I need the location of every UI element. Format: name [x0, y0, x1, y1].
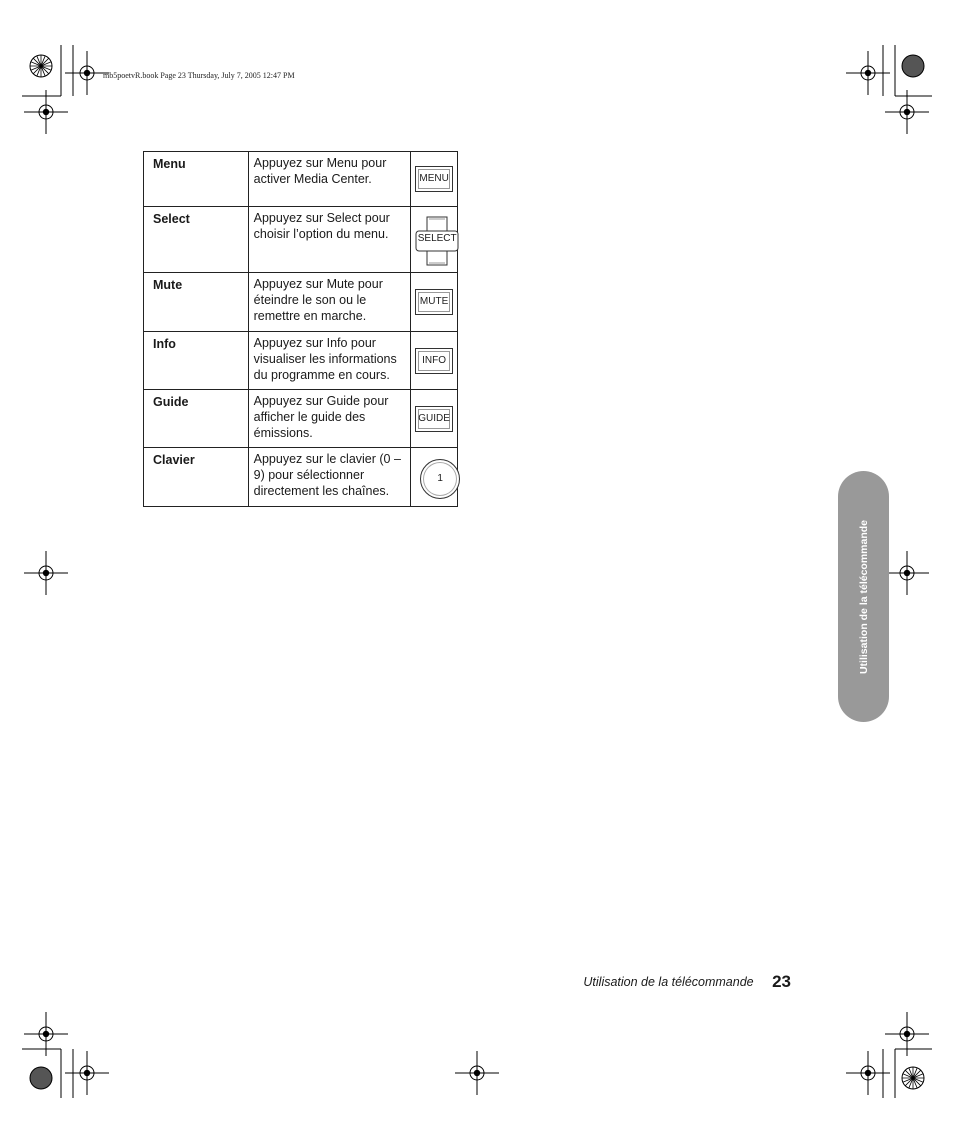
button-illustration-cell — [411, 207, 458, 273]
mute-button-icon: MUTE — [415, 289, 453, 315]
button-description: Appuyez sur Info pour visualiser les informations du programme en cours. — [248, 332, 411, 390]
button-illustration-cell — [411, 152, 458, 207]
table-row — [144, 152, 458, 207]
menu-button-icon: MENU — [415, 166, 453, 192]
button-description: Appuyez sur Select pour choisir l’option du menu. — [248, 207, 411, 273]
registration-dot-mark — [30, 1067, 52, 1089]
remote-buttons-table — [143, 151, 458, 507]
button-description: Appuyez sur Guide pour afficher le guide des émissions. — [248, 390, 411, 448]
button-name: Guide — [144, 390, 249, 448]
page-footer — [583, 972, 791, 992]
select-button-label: SELECT — [417, 233, 457, 244]
registration-cross-mark — [885, 551, 929, 595]
table-row — [144, 332, 458, 390]
table-row — [144, 207, 458, 273]
registration-cross-mark — [24, 90, 68, 134]
button-illustration-cell — [411, 273, 458, 332]
page-number: 23 — [772, 972, 791, 991]
chapter-side-tab-label: Utilisation de la télécommande — [857, 519, 870, 674]
button-description: Appuyez sur Menu pour activer Media Center. — [248, 152, 411, 207]
print-header: mb5poetvR.book Page 23 Thursday, July 7, 2005 12:47 PM — [103, 71, 295, 80]
registration-cross-mark — [885, 90, 929, 134]
button-name: Mute — [144, 273, 249, 332]
registration-cross-mark — [24, 551, 68, 595]
table-row — [144, 448, 458, 507]
table-row — [144, 273, 458, 332]
button-name: Info — [144, 332, 249, 390]
button-name: Menu — [144, 152, 249, 207]
guide-button-icon: GUIDE — [415, 406, 453, 432]
info-button-icon: INFO — [415, 348, 453, 374]
button-description: Appuyez sur le clavier (0 – 9) pour sélectionner directement les chaînes. — [248, 448, 411, 507]
registration-cross-mark — [455, 1051, 499, 1095]
registration-wheel-mark — [30, 55, 52, 77]
button-name: Select — [144, 207, 249, 273]
button-illustration-cell — [411, 332, 458, 390]
button-illustration-cell — [411, 448, 458, 507]
registration-dot-mark — [902, 55, 924, 77]
button-description: Appuyez sur Mute pour éteindre le son ou le remettre en marche. — [248, 273, 411, 332]
button-name: Clavier — [144, 448, 249, 507]
table-row — [144, 390, 458, 448]
keypad-button-icon: 1 — [420, 459, 460, 499]
registration-wheel-mark — [902, 1067, 924, 1089]
footer-section-title: Utilisation de la télécommande — [583, 975, 754, 989]
button-illustration-cell — [411, 390, 458, 448]
chapter-side-tab — [838, 471, 889, 722]
registration-cross-mark — [65, 1051, 109, 1095]
select-button-icon — [411, 207, 463, 265]
